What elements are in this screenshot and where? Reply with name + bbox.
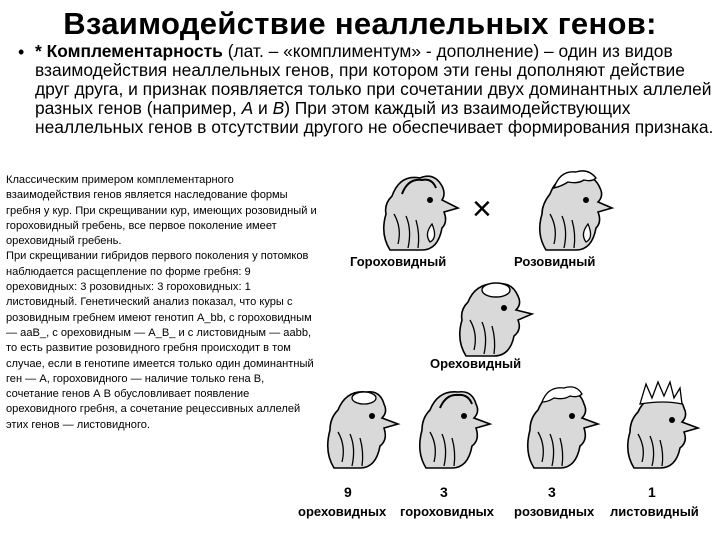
comb-inheritance-figure	[298, 160, 720, 540]
parent-2-label: Розовидный	[514, 254, 596, 269]
bullet-marker: •	[18, 42, 25, 62]
offspring-rose-rooster-icon	[520, 380, 610, 472]
example-paragraph: Классическим примером комплементарного взаимодействия генов является наследование формы гребня у кур. При скрещивании кур, имеющих розовидный и гороховидный гребень, все первое поколение имеет ореховидный гребень. При скрещивании гибридов первого поколения у потомков наблюдается расщепление по форме гребня: 9 ореховидных: 3 розовидных: 3 гороховидных: 1 листовидный. Генетический анализ показал, что куры с розовидным гребнем имеют генотип A_bb, с гороховидным — ааВ_, с ореховидным — А_В_ и с листовидным — aabb, то есть развитие розовидного гребня происходит в том случае, если в генотипе имеется только один доминантный ген — А, гороховидного — наличие только гена В, сочетание генов А В обусловливает появление ореховидного гребня, а сочетание рецессивных аллелей этих генов — листовидного.	[6, 174, 317, 431]
and-word: и	[253, 98, 273, 118]
definition-part-2: ) При этом каждый из взаимодействующих неаллельных генов в отсутствии другого не обеспечивает формирования признака.	[35, 98, 714, 137]
offspring-2-count: 3	[440, 484, 448, 500]
rooster-rose-comb-icon	[528, 164, 628, 254]
cross-symbol: ×	[472, 190, 492, 228]
offspring-3-count: 3	[548, 484, 556, 500]
offspring-walnut-rooster-icon	[320, 380, 410, 472]
rooster-pea-comb-icon	[372, 164, 472, 254]
offspring-4-count: 1	[648, 484, 656, 500]
offspring-2-label: гороховидных	[400, 504, 495, 519]
offspring-1-count: 9	[344, 484, 352, 500]
term: * Комплементарность	[35, 41, 223, 61]
definition-text	[35, 42, 718, 137]
offspring-3-label: розовидных	[514, 504, 595, 519]
definition-part-1: (лат. – «комплиментум» - дополнение) – один из видов взаимодействия неаллельных генов, при котором эти гены дополняют действие друг друга, и признак появляется только при сочетании двух доминантных аллелей разных генов (например,	[35, 41, 712, 118]
allele-b: В	[272, 98, 285, 118]
allele-a: А	[241, 98, 254, 118]
page-title: Взаимодействие неаллельных генов:	[63, 6, 657, 41]
f1-label: Ореховидный	[430, 356, 522, 371]
parent-1-label: Гороховидный	[350, 254, 447, 269]
offspring-pea-rooster-icon	[412, 380, 502, 472]
offspring-single-comb-rooster-icon	[620, 380, 715, 472]
offspring-4-label: листовидный	[610, 504, 699, 519]
offspring-1-label: ореховидных	[298, 504, 387, 519]
rooster-walnut-comb-icon	[448, 272, 548, 358]
